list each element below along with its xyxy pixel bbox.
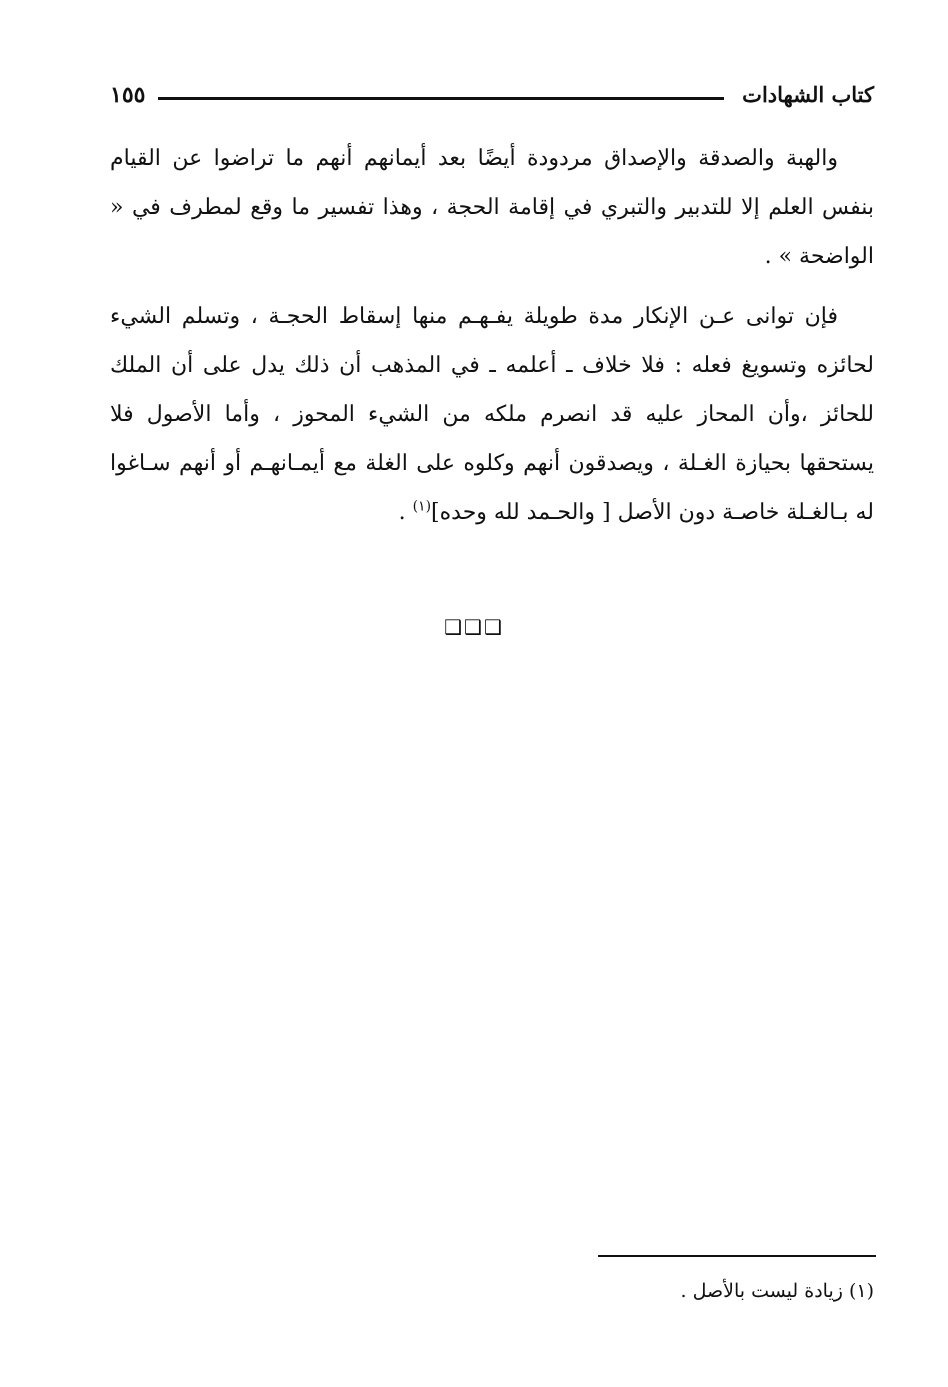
paragraph-2 [110, 292, 874, 537]
paragraph-1-text: والهبة والصدقة والإصداق مردودة أيضًا بعد أيمانهم أنهم ما تراضوا عن القيام بنفس العلم إلا للتدبير والتبري في إقامة الحجة ، وهذا تفسير ما وقع لمطرف في « الواضحة » . [110, 146, 874, 269]
paragraph-2-text: فإن توانى عـن الإنكار مدة طويلة يفـهـم منها إسقاط الحجـة ، وتسلم الشيء لحائزه وتسويغ فعله : فلا خلاف ـ أعلمه ـ في المذهب أن ذلك يدل على أن الملك للحائز ،وأن المحاز عليه قد انصرم ملكه من الشيء المحوز ، وأما الأصول فلا يستحقها بحيازة الغـلة ، ويصدقون أنهم وكلوه على الغلة مع أيمـانهـم أو أنهم سـاغوا له بـالغـلة خاصـة دون الأصل [ والحـمد لله وحده] [110, 304, 874, 525]
header-rule [158, 97, 724, 100]
footnote-marker: (١) [412, 498, 432, 515]
chapter-title: كتاب الشهادات [742, 82, 874, 107]
page-number: ١٥٥ [110, 82, 146, 108]
running-header [110, 78, 874, 118]
footnote-rule [598, 1255, 876, 1257]
paragraph-2-end: . [398, 500, 413, 525]
footnote: (١) زيادة ليست بالأصل . [680, 1280, 874, 1302]
main-text [110, 134, 874, 548]
section-end-ornament: ❑❑❑ [444, 615, 504, 639]
paragraph-1 [110, 134, 874, 281]
